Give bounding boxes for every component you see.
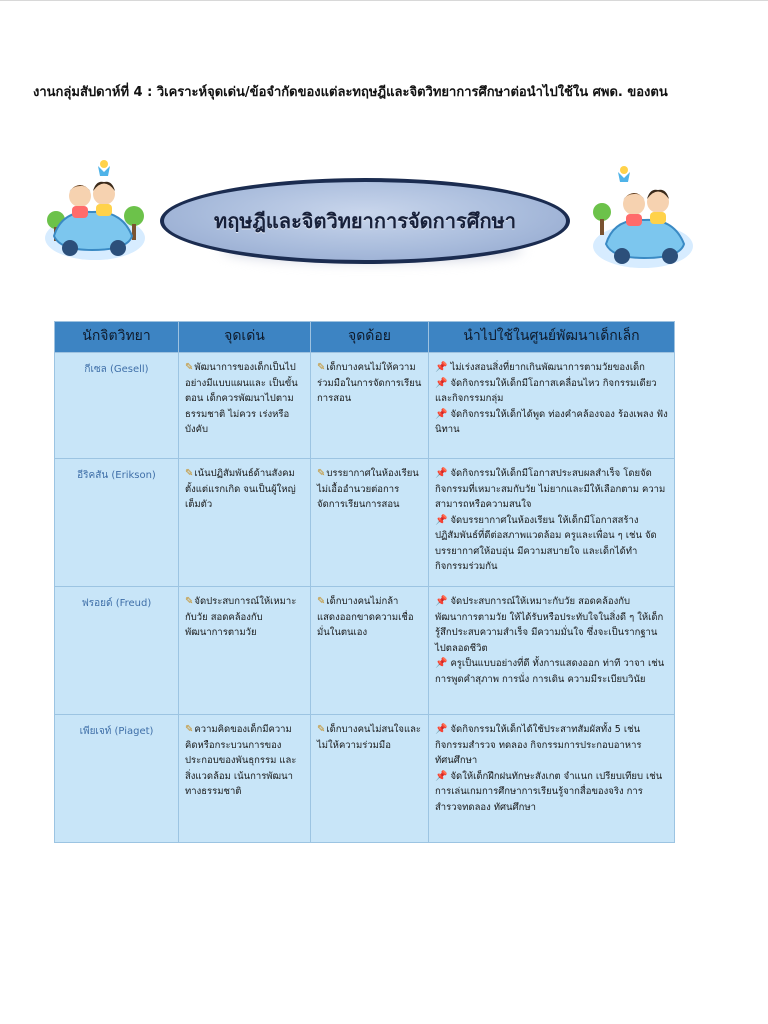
pencil-icon: ✎ (185, 724, 194, 735)
psychologist-name: ฟรอยด์ (Freud) (55, 587, 179, 715)
banner-title: ทฤษฎีและจิตวิทยาการจัดการศึกษา (214, 209, 516, 233)
weakness-text: บรรยากาศในห้องเรียนไม่เอื้ออำนวยต่อการจัดการเรียนการสอน (317, 468, 419, 510)
pushpin-icon: 📌 (435, 362, 448, 373)
weakness-cell (311, 459, 429, 587)
pencil-icon: ✎ (317, 724, 326, 735)
banner-title-ellipse (160, 178, 570, 264)
application-cell (429, 459, 675, 587)
top-border (0, 0, 768, 1)
pushpin-icon: 📌 (435, 658, 448, 669)
page-heading: งานกลุ่มสัปดาห์ที่ 4 : วิเคราะห์จุดเด่น/ข้อจำกัดของแต่ละทฤษฎีและจิตวิทยาการศึกษาต่อนำไปใช้ใน ศพด. ของตน (33, 85, 668, 100)
application-cell (429, 353, 675, 459)
strength-text: จัดประสบการณ์ให้เหมาะกับวัย สอดคล้องกับพัฒนาการตามวัย (185, 596, 297, 638)
pencil-icon: ✎ (185, 468, 194, 479)
banner (40, 158, 696, 288)
pushpin-icon: 📌 (435, 596, 448, 607)
weakness-cell (311, 587, 429, 715)
psychologist-name: เพียเจท์ (Piaget) (55, 715, 179, 843)
pushpin-icon: 📌 (435, 377, 448, 389)
pushpin-icon: 📌 (435, 468, 448, 479)
pencil-icon: ✎ (317, 596, 326, 607)
psychologist-name: อีริคสัน (Erikson) (55, 459, 179, 587)
pushpin-icon: 📌 (435, 724, 448, 735)
weakness-text: เด็กบางคนไม่สนใจและไม่ให้ความร่วมมือ (317, 724, 421, 751)
application-item: 📌 ไม่เร่งสอนสิ่งที่ยากเกินพัฒนาการตามวัยของเด็ก (435, 362, 645, 373)
application-item: 📌 จัดให้เด็กฝึกฝนทักษะสังเกต จำแนก เปรียบเทียบ เช่น การเล่นเกมการศึกษาการเรียนรู้จากสื่อของจริง การสำรวจทดลอง ทัศนศึกษา (435, 770, 663, 813)
pencil-icon: ✎ (317, 362, 326, 373)
strength-text: ความคิดของเด็กมีความคิดหรือกระบวนการของประกอบของพันธุกรรม และสิ่งแวดล้อม เน้นการพัฒนาทางธรรมชาติ (185, 724, 297, 797)
pencil-icon: ✎ (317, 468, 326, 479)
application-cell (429, 587, 675, 715)
pencil-icon: ✎ (185, 596, 194, 607)
header-strength: จุดเด่น (179, 322, 311, 353)
children-in-toy-car-icon (588, 164, 698, 274)
strength-text: เน้นปฏิสัมพันธ์ด้านสังคม ตั้งแต่แรกเกิด จนเป็นผู้ใหญ่เต็มตัว (185, 468, 296, 510)
weakness-text: เด็กบางคนไม่กล้าแสดงออกขาดความเชื่อมั่นในตนเอง (317, 596, 414, 638)
header-application: นำไปใช้ในศูนย์พัฒนาเด็กเล็ก (429, 322, 675, 353)
application-item: 📌 จัดกิจกรรมให้เด็กได้ใช้ประสาทสัมผัสทั้ง 5 เช่น กิจกรรมสำรวจ ทดลอง กิจกรรมการประกอบอาหาร ทัศนศึกษา (435, 724, 642, 766)
table-header-row (55, 322, 675, 353)
application-item: 📌 จัดกิจกรรมให้เด็กได้พูด ท่องคำคล้องจอง ร้องเพลง ฟังนิทาน (435, 408, 668, 435)
strength-cell (179, 587, 311, 715)
application-cell (429, 715, 675, 843)
application-item: 📌 จัดบรรยากาศในห้องเรียน ให้เด็กมีโอกาสสร้างปฏิสัมพันธ์ที่ดีต่อสภาพแวดล้อม ครูและเพื่อน ๆ เช่น จัดบรรยากาศให้อบอุ่น มีความสบายใจ และเด็กได้ทำ กิจกรรมร่วมกัน (435, 514, 657, 572)
theory-table (54, 321, 675, 843)
strength-cell (179, 715, 311, 843)
pushpin-icon: 📌 (435, 770, 448, 782)
weakness-cell (311, 715, 429, 843)
table-row (55, 587, 675, 715)
weakness-cell (311, 353, 429, 459)
table-row (55, 353, 675, 459)
application-item: 📌 ครูเป็นแบบอย่างที่ดี ทั้งการแสดงออก ท่าที วาจา เช่น การพูดคำสุภาพ การนั่ง การเดิน ความมีระเบียบวินัย (435, 658, 665, 685)
strength-text: พัฒนาการของเด็กเป็นไปอย่างมีแบบแผนและ เป็นขั้นตอน เด็กควรพัฒนาไปตามธรรมชาติ ไม่ควร เร่งหรือ บังคับ (185, 362, 298, 435)
application-item: 📌 จัดกิจกรรมให้เด็กมีโอกาสเคลื่อนไหว กิจกรรมเดียวและกิจกรรมกลุ่ม (435, 377, 657, 404)
table-row (55, 715, 675, 843)
header-psychologist: นักจิตวิทยา (55, 322, 179, 353)
application-item: 📌 จัดประสบการณ์ให้เหมาะกับวัย สอดคล้องกับพัฒนาการตามวัย ให้ได้รับหรือประทับใจในสิ่งดี ๆ ให้เด็กรู้สึกประสบความสำเร็จ มีความมั่นใจ ซึ่งจะเป็นรากฐานไปตลอดชีวิต (435, 596, 664, 654)
psychologist-name: กีเซล (Gesell) (55, 353, 179, 459)
header-weakness: จุดด้อย (311, 322, 429, 353)
pencil-icon: ✎ (185, 362, 194, 373)
pushpin-icon: 📌 (435, 514, 448, 526)
table-row (55, 459, 675, 587)
weakness-text: เด็กบางคนไม่ให้ความร่วมมือในการจัดการเรียนการสอน (317, 362, 422, 404)
children-in-toy-car-icon (40, 158, 150, 268)
pushpin-icon: 📌 (435, 408, 448, 420)
strength-cell (179, 353, 311, 459)
strength-cell (179, 459, 311, 587)
application-item: 📌 จัดกิจกรรมให้เด็กมีโอกาสประสบผลสำเร็จ โดยจัด กิจกรรมที่เหมาะสมกับวัย ไม่ยากและมีให้เลือกตาม ความสามารถหรือความสนใจ (435, 468, 666, 510)
